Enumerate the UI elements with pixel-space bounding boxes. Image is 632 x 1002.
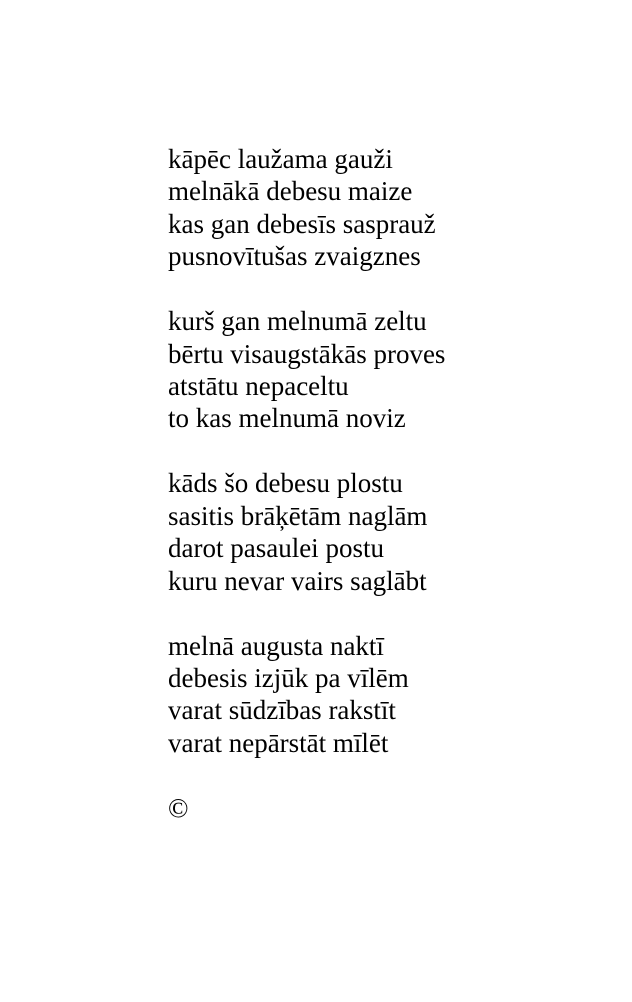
- stanza-4: [168, 630, 608, 760]
- poem-line: kas gan debesīs sasprauž: [168, 208, 436, 239]
- poem-line: to kas melnumā noviz: [168, 403, 406, 434]
- poem-line: pusnovītušas zvaigznes: [168, 241, 421, 272]
- poem-line: atstātu nepaceltu: [168, 371, 349, 402]
- poem-line: sasitis brāķētām naglām: [168, 500, 428, 531]
- poem-line: kāpēc laužama gauži: [168, 144, 393, 174]
- poem-line: bērtu visaugstākās proves: [168, 338, 446, 369]
- poem-line: kuru nevar vairs saglābt: [168, 565, 427, 596]
- stanza-3: [168, 467, 608, 597]
- poem-line: melnā augusta naktī: [168, 630, 384, 661]
- poem-line: darot pasaulei postu: [168, 533, 384, 564]
- stanza-2: [168, 305, 608, 435]
- poem-line: kāds šo debesu plostu: [168, 468, 403, 499]
- stanza-1: [168, 143, 608, 273]
- poem: [168, 143, 608, 824]
- poem-line: varat nepārstāt mīlēt: [168, 727, 389, 758]
- poem-line: varat sūdzības rakstīt: [168, 695, 396, 726]
- copyright-symbol: ©: [168, 792, 189, 823]
- poem-line: melnākā debesu maize: [168, 176, 413, 207]
- poem-line: kurš gan melnumā zeltu: [168, 306, 427, 337]
- poem-line: debesis izjūk pa vīlēm: [168, 663, 409, 694]
